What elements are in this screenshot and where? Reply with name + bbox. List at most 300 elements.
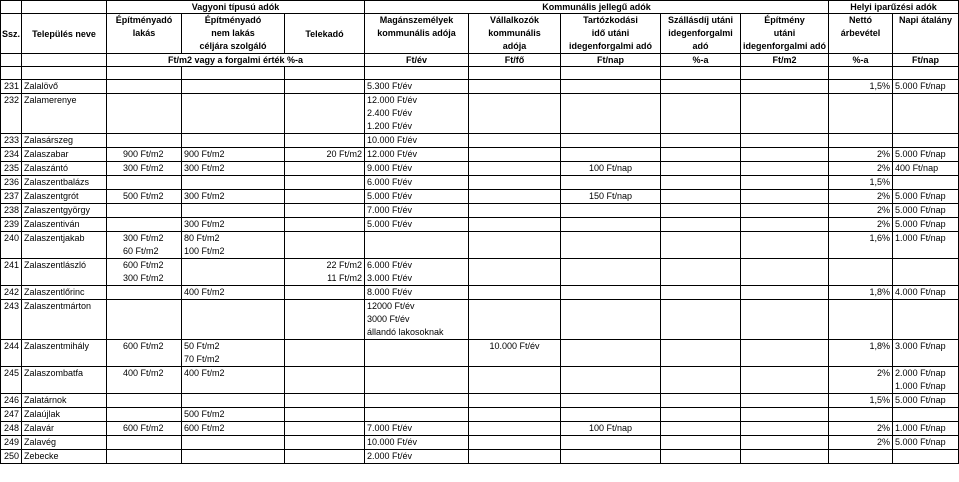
cell-napi <box>893 190 959 204</box>
cell-szallasdij <box>661 162 741 176</box>
cell-epitmenyado-nem-lakas <box>182 162 285 176</box>
cell-napi-value: 5.000 Ft/nap <box>895 205 946 215</box>
cell-epitmenyado-lakas <box>107 134 182 148</box>
cell-tartozkodasi-value: 100 Ft/nap <box>588 163 633 173</box>
cell-netto <box>829 204 893 218</box>
cell-telekado <box>285 232 365 259</box>
cell-epitmenyado-lakas <box>107 94 182 134</box>
cell-maganszemelyek <box>365 300 469 340</box>
cell-napi <box>893 340 959 367</box>
cell-szallasdij <box>661 80 741 94</box>
cell-epitmenyado-nem-lakas-value: 300 Ft/m2 <box>184 219 225 229</box>
cell-napi <box>893 422 959 436</box>
cell-epitmeny <box>741 367 829 394</box>
cell-maganszemelyek <box>365 232 469 259</box>
cell-vallalkozok-value: 10.000 Ft/év <box>489 341 540 351</box>
cell-napi-value: 5.000 Ft/nap <box>895 149 946 159</box>
cell-epitmenyado-lakas-value: 300 Ft/m2 <box>123 273 164 283</box>
cell-epitmenyado-lakas <box>107 162 182 176</box>
col-telepules: Település neve <box>22 14 107 54</box>
cell-vallalkozok <box>469 300 561 340</box>
cell-maganszemelyek <box>365 367 469 394</box>
cell-maganszemelyek-value: 12000 Ft/év <box>367 301 415 311</box>
cell-szallasdij <box>661 408 741 422</box>
cell-ssz: 233 <box>1 134 22 148</box>
cell-telekado <box>285 259 365 286</box>
cell-telekado <box>285 394 365 408</box>
cell-netto <box>829 218 893 232</box>
cell-ssz: 244 <box>1 340 22 367</box>
cell-epitmenyado-nem-lakas-value: 300 Ft/m2 <box>184 163 225 173</box>
cell-maganszemelyek-value: 6.000 Ft/év <box>367 260 413 270</box>
cell-epitmenyado-nem-lakas-value: 80 Ft/m2 <box>184 233 220 243</box>
table-row <box>1 190 959 204</box>
cell-napi-value: 5.000 Ft/nap <box>895 219 946 229</box>
cell-epitmenyado-lakas <box>107 422 182 436</box>
table-row <box>1 134 959 148</box>
cell-epitmenyado-lakas-value: 600 Ft/m2 <box>123 341 164 351</box>
cell-telekado <box>285 450 365 464</box>
cell-epitmeny <box>741 94 829 134</box>
cell-szallasdij <box>661 134 741 148</box>
cell-maganszemelyek-value: 3.000 Ft/év <box>367 273 413 283</box>
cell-maganszemelyek <box>365 190 469 204</box>
cell-tartozkodasi <box>561 450 661 464</box>
cell-telekado <box>285 408 365 422</box>
cell-epitmenyado-lakas <box>107 286 182 300</box>
cell-ssz: 247 <box>1 408 22 422</box>
cell-napi <box>893 204 959 218</box>
cell-ssz: 232 <box>1 94 22 134</box>
cell-maganszemelyek-value: 7.000 Ft/év <box>367 423 413 433</box>
col-maganszemelyek: Magánszemélyek kommunális adója <box>365 14 469 54</box>
cell-maganszemelyek-value: 5.300 Ft/év <box>367 81 413 91</box>
cell-szallasdij <box>661 94 741 134</box>
cell-telekado <box>285 176 365 190</box>
group-kommunalis: Kommunális jellegű adók <box>365 1 829 14</box>
cell-telepules: Zalaszántó <box>22 162 107 176</box>
cell-telepules: Zebecke <box>22 450 107 464</box>
table-row <box>1 367 959 394</box>
cell-telepules: Zalaújlak <box>22 408 107 422</box>
cell-maganszemelyek <box>365 340 469 367</box>
cell-maganszemelyek <box>365 134 469 148</box>
cell-telekado <box>285 190 365 204</box>
cell-epitmeny <box>741 162 829 176</box>
cell-epitmeny <box>741 340 829 367</box>
cell-telekado <box>285 94 365 134</box>
cell-epitmeny <box>741 134 829 148</box>
table-row <box>1 162 959 176</box>
cell-epitmenyado-nem-lakas <box>182 450 285 464</box>
cell-vallalkozok <box>469 176 561 190</box>
cell-ssz: 241 <box>1 259 22 286</box>
col-netto-arbevetel: Nettó árbevétel <box>829 14 893 54</box>
cell-netto-value: 2% <box>877 205 891 215</box>
cell-vallalkozok <box>469 450 561 464</box>
cell-tartozkodasi <box>561 340 661 367</box>
cell-epitmenyado-lakas-value: 500 Ft/m2 <box>123 191 164 201</box>
cell-netto <box>829 450 893 464</box>
cell-telepules: Zalaszentgyörgy <box>22 204 107 218</box>
cell-napi-value: 5.000 Ft/nap <box>895 191 946 201</box>
cell-maganszemelyek <box>365 394 469 408</box>
cell-szallasdij <box>661 190 741 204</box>
table-row <box>1 408 959 422</box>
cell-epitmenyado-nem-lakas-value: 300 Ft/m2 <box>184 191 225 201</box>
group-helyi-iparuzesi: Helyi iparűzési adók <box>829 1 959 14</box>
cell-epitmenyado-lakas <box>107 80 182 94</box>
cell-napi <box>893 134 959 148</box>
cell-ssz: 249 <box>1 436 22 450</box>
cell-telekado-value: 11 Ft/m2 <box>327 273 362 283</box>
col-tartozkodasi: Tartózkodási idő utáni idegenforgalmi adó <box>561 14 661 54</box>
cell-maganszemelyek <box>365 204 469 218</box>
col-epitmenyado-nem-lakas: Építményadó nem lakás céljára szolgáló <box>182 14 285 54</box>
cell-epitmeny <box>741 422 829 436</box>
cell-tartozkodasi <box>561 232 661 259</box>
table-header <box>1 1 959 80</box>
cell-epitmenyado-nem-lakas <box>182 436 285 450</box>
cell-napi <box>893 408 959 422</box>
cell-netto-value: 2% <box>877 423 891 433</box>
cell-epitmenyado-nem-lakas <box>182 340 285 367</box>
cell-netto-value: 2% <box>877 149 891 159</box>
cell-ssz: 234 <box>1 148 22 162</box>
col-vallalkozok: Vállalkozók kommunális adója <box>469 14 561 54</box>
cell-napi <box>893 94 959 134</box>
table-row <box>1 436 959 450</box>
cell-tartozkodasi <box>561 300 661 340</box>
cell-napi <box>893 450 959 464</box>
cell-vallalkozok <box>469 134 561 148</box>
cell-szallasdij <box>661 422 741 436</box>
cell-epitmenyado-lakas-value: 600 Ft/m2 <box>123 260 164 270</box>
cell-epitmenyado-lakas <box>107 259 182 286</box>
cell-telekado <box>285 204 365 218</box>
cell-netto-value: 2% <box>877 368 891 378</box>
cell-epitmeny <box>741 394 829 408</box>
cell-telepules: Zalamerenye <box>22 94 107 134</box>
cell-epitmeny <box>741 286 829 300</box>
cell-tartozkodasi-value: 100 Ft/nap <box>588 423 633 433</box>
cell-netto <box>829 367 893 394</box>
cell-epitmenyado-nem-lakas-value: 500 Ft/m2 <box>184 409 225 419</box>
cell-maganszemelyek <box>365 286 469 300</box>
cell-tartozkodasi <box>561 134 661 148</box>
cell-maganszemelyek <box>365 422 469 436</box>
cell-tartozkodasi <box>561 162 661 176</box>
cell-vallalkozok <box>469 94 561 134</box>
cell-epitmenyado-nem-lakas-value: 50 Ft/m2 <box>184 341 220 351</box>
cell-vallalkozok <box>469 367 561 394</box>
cell-telepules: Zalaszentbalázs <box>22 176 107 190</box>
cell-napi-value: 1.000 Ft/nap <box>895 423 946 433</box>
cell-epitmenyado-lakas-value: 600 Ft/m2 <box>123 423 164 433</box>
cell-szallasdij <box>661 436 741 450</box>
cell-napi <box>893 300 959 340</box>
cell-netto <box>829 259 893 286</box>
cell-tartozkodasi <box>561 94 661 134</box>
table-row <box>1 80 959 94</box>
table-row <box>1 218 959 232</box>
cell-ssz: 238 <box>1 204 22 218</box>
cell-epitmenyado-nem-lakas <box>182 394 285 408</box>
cell-telekado <box>285 436 365 450</box>
cell-epitmenyado-lakas <box>107 436 182 450</box>
cell-vallalkozok <box>469 394 561 408</box>
table-row <box>1 286 959 300</box>
cell-szallasdij <box>661 259 741 286</box>
cell-telepules: Zalaszentmárton <box>22 300 107 340</box>
cell-epitmeny <box>741 204 829 218</box>
cell-tartozkodasi <box>561 436 661 450</box>
cell-epitmenyado-nem-lakas <box>182 259 285 286</box>
unit-netto: %-a <box>829 54 893 67</box>
cell-tartozkodasi <box>561 190 661 204</box>
cell-ssz: 235 <box>1 162 22 176</box>
cell-netto-value: 1,6% <box>869 233 891 243</box>
cell-netto <box>829 134 893 148</box>
cell-epitmenyado-lakas <box>107 176 182 190</box>
table-row <box>1 300 959 340</box>
cell-epitmenyado-lakas-value: 60 Ft/m2 <box>123 246 159 256</box>
cell-netto-value: 1,8% <box>869 287 891 297</box>
cell-napi-value: 2.000 Ft/nap <box>895 368 946 378</box>
cell-telekado <box>285 134 365 148</box>
cell-netto <box>829 286 893 300</box>
cell-maganszemelyek <box>365 162 469 176</box>
cell-vallalkozok <box>469 422 561 436</box>
table-row <box>1 394 959 408</box>
cell-epitmenyado-lakas <box>107 232 182 259</box>
cell-telepules: Zalavég <box>22 436 107 450</box>
cell-szallasdij <box>661 176 741 190</box>
cell-maganszemelyek <box>365 80 469 94</box>
cell-maganszemelyek <box>365 94 469 134</box>
cell-maganszemelyek-value: 5.000 Ft/év <box>367 219 413 229</box>
cell-epitmeny <box>741 148 829 162</box>
cell-ssz: 250 <box>1 450 22 464</box>
cell-napi <box>893 286 959 300</box>
cell-ssz: 248 <box>1 422 22 436</box>
cell-netto <box>829 408 893 422</box>
cell-telekado-value: 22 Ft/m2 <box>326 260 362 270</box>
cell-epitmenyado-lakas <box>107 300 182 340</box>
cell-epitmenyado-nem-lakas <box>182 286 285 300</box>
cell-napi <box>893 148 959 162</box>
table-row <box>1 450 959 464</box>
cell-epitmenyado-nem-lakas-value: 400 Ft/m2 <box>184 368 225 378</box>
cell-netto-value: 2% <box>877 437 891 447</box>
cell-netto-value: 1,8% <box>869 341 891 351</box>
cell-vallalkozok <box>469 286 561 300</box>
cell-szallasdij <box>661 340 741 367</box>
cell-napi-value: 5.000 Ft/nap <box>895 395 946 405</box>
cell-napi-value: 1.000 Ft/nap <box>895 381 946 391</box>
cell-maganszemelyek-value: 7.000 Ft/év <box>367 205 413 215</box>
cell-epitmenyado-lakas <box>107 340 182 367</box>
cell-maganszemelyek-value: 5.000 Ft/év <box>367 191 413 201</box>
cell-ssz: 237 <box>1 190 22 204</box>
cell-epitmenyado-nem-lakas-value: 900 Ft/m2 <box>184 149 225 159</box>
cell-epitmenyado-lakas <box>107 394 182 408</box>
cell-epitmenyado-nem-lakas <box>182 408 285 422</box>
cell-vallalkozok <box>469 218 561 232</box>
cell-ssz: 245 <box>1 367 22 394</box>
cell-epitmenyado-nem-lakas <box>182 218 285 232</box>
cell-epitmeny <box>741 218 829 232</box>
cell-epitmenyado-nem-lakas <box>182 300 285 340</box>
cell-netto <box>829 300 893 340</box>
cell-telepules: Zalalövő <box>22 80 107 94</box>
cell-napi <box>893 176 959 190</box>
cell-netto <box>829 232 893 259</box>
cell-telepules: Zalaszentgrót <box>22 190 107 204</box>
cell-szallasdij <box>661 286 741 300</box>
cell-netto <box>829 394 893 408</box>
cell-napi-value: 4.000 Ft/nap <box>895 287 946 297</box>
cell-netto <box>829 422 893 436</box>
cell-epitmenyado-nem-lakas <box>182 80 285 94</box>
cell-telekado <box>285 340 365 367</box>
cell-napi <box>893 436 959 450</box>
cell-epitmeny <box>741 408 829 422</box>
cell-netto-value: 1,5% <box>869 81 891 91</box>
table-row <box>1 340 959 367</box>
cell-vallalkozok <box>469 162 561 176</box>
cell-maganszemelyek-value: állandó lakosoknak <box>367 327 444 337</box>
cell-tartozkodasi <box>561 394 661 408</box>
cell-telekado <box>285 148 365 162</box>
table-row <box>1 148 959 162</box>
cell-tartozkodasi <box>561 80 661 94</box>
cell-szallasdij <box>661 300 741 340</box>
cell-napi <box>893 80 959 94</box>
cell-szallasdij <box>661 367 741 394</box>
cell-tartozkodasi <box>561 422 661 436</box>
cell-epitmenyado-nem-lakas <box>182 94 285 134</box>
col-ssz: Ssz. <box>1 14 22 54</box>
cell-telekado <box>285 367 365 394</box>
cell-maganszemelyek-value: 9.000 Ft/év <box>367 163 413 173</box>
cell-netto-value: 1,5% <box>869 395 891 405</box>
col-szallasdij: Szállásdíj utáni idegenforgalmi adó <box>661 14 741 54</box>
cell-epitmeny <box>741 80 829 94</box>
unit-szallasdij: %-a <box>661 54 741 67</box>
cell-vallalkozok <box>469 232 561 259</box>
cell-epitmenyado-nem-lakas <box>182 176 285 190</box>
cell-epitmenyado-lakas <box>107 218 182 232</box>
cell-tartozkodasi <box>561 408 661 422</box>
cell-napi <box>893 218 959 232</box>
cell-netto <box>829 80 893 94</box>
cell-epitmenyado-lakas-value: 400 Ft/m2 <box>123 368 164 378</box>
cell-telekado-value: 20 Ft/m2 <box>326 149 362 159</box>
cell-telekado <box>285 422 365 436</box>
cell-ssz: 231 <box>1 80 22 94</box>
cell-telepules: Zalaszentjakab <box>22 232 107 259</box>
cell-ssz: 239 <box>1 218 22 232</box>
group-vagyoni: Vagyoni típusú adók <box>107 1 365 14</box>
cell-ssz: 242 <box>1 286 22 300</box>
col-epitmeny-idegenforgalmi: Építmény utáni idegenforgalmi adó <box>741 14 829 54</box>
cell-ssz: 236 <box>1 176 22 190</box>
cell-szallasdij <box>661 394 741 408</box>
table-row <box>1 176 959 190</box>
cell-epitmenyado-nem-lakas <box>182 422 285 436</box>
unit-maganszemely: Ft/év <box>365 54 469 67</box>
cell-epitmenyado-lakas-value: 300 Ft/m2 <box>123 233 164 243</box>
cell-epitmeny <box>741 232 829 259</box>
cell-tartozkodasi <box>561 286 661 300</box>
cell-ssz: 246 <box>1 394 22 408</box>
cell-napi-value: 5.000 Ft/nap <box>895 81 946 91</box>
cell-napi-value: 400 Ft/nap <box>895 163 939 173</box>
col-napi-atalany: Napi átalány <box>893 14 959 54</box>
cell-epitmenyado-lakas-value: 900 Ft/m2 <box>123 149 164 159</box>
cell-maganszemelyek-value: 12.000 Ft/év <box>367 149 418 159</box>
cell-napi <box>893 162 959 176</box>
cell-maganszemelyek-value: 10.000 Ft/év <box>367 437 418 447</box>
cell-epitmeny <box>741 436 829 450</box>
cell-napi-value: 3.000 Ft/nap <box>895 341 946 351</box>
cell-szallasdij <box>661 148 741 162</box>
cell-telepules: Zalaszombatfa <box>22 367 107 394</box>
cell-ssz: 243 <box>1 300 22 340</box>
cell-epitmenyado-lakas <box>107 408 182 422</box>
cell-epitmenyado-lakas <box>107 190 182 204</box>
cell-tartozkodasi <box>561 259 661 286</box>
cell-szallasdij <box>661 232 741 259</box>
cell-telekado <box>285 162 365 176</box>
cell-maganszemelyek <box>365 436 469 450</box>
unit-napi: Ft/nap <box>893 54 959 67</box>
cell-netto <box>829 148 893 162</box>
cell-epitmeny <box>741 300 829 340</box>
cell-vallalkozok <box>469 408 561 422</box>
cell-netto <box>829 162 893 176</box>
cell-napi <box>893 232 959 259</box>
cell-epitmeny <box>741 259 829 286</box>
cell-vallalkozok <box>469 204 561 218</box>
cell-maganszemelyek-value: 3000 Ft/év <box>367 314 410 324</box>
cell-netto <box>829 190 893 204</box>
cell-napi-value: 5.000 Ft/nap <box>895 437 946 447</box>
cell-maganszemelyek-value: 6.000 Ft/év <box>367 177 413 187</box>
table-row <box>1 94 959 134</box>
cell-epitmenyado-nem-lakas <box>182 367 285 394</box>
cell-netto-value: 2% <box>877 191 891 201</box>
cell-epitmeny <box>741 450 829 464</box>
cell-epitmenyado-nem-lakas-value: 600 Ft/m2 <box>184 423 225 433</box>
cell-netto <box>829 340 893 367</box>
cell-epitmenyado-nem-lakas <box>182 190 285 204</box>
cell-netto-value: 2% <box>877 219 891 229</box>
col-epitmenyado-lakas: Építményadó lakás <box>107 14 182 54</box>
cell-napi <box>893 367 959 394</box>
cell-vallalkozok <box>469 259 561 286</box>
cell-szallasdij <box>661 218 741 232</box>
cell-maganszemelyek-value: 12.000 Ft/év <box>367 95 418 105</box>
cell-szallasdij <box>661 450 741 464</box>
cell-epitmeny <box>741 190 829 204</box>
cell-epitmenyado-nem-lakas <box>182 148 285 162</box>
cell-maganszemelyek <box>365 259 469 286</box>
cell-epitmenyado-nem-lakas <box>182 204 285 218</box>
unit-epitmeny: Ft/m2 <box>741 54 829 67</box>
cell-maganszemelyek-value: 1.200 Ft/év <box>367 121 413 131</box>
